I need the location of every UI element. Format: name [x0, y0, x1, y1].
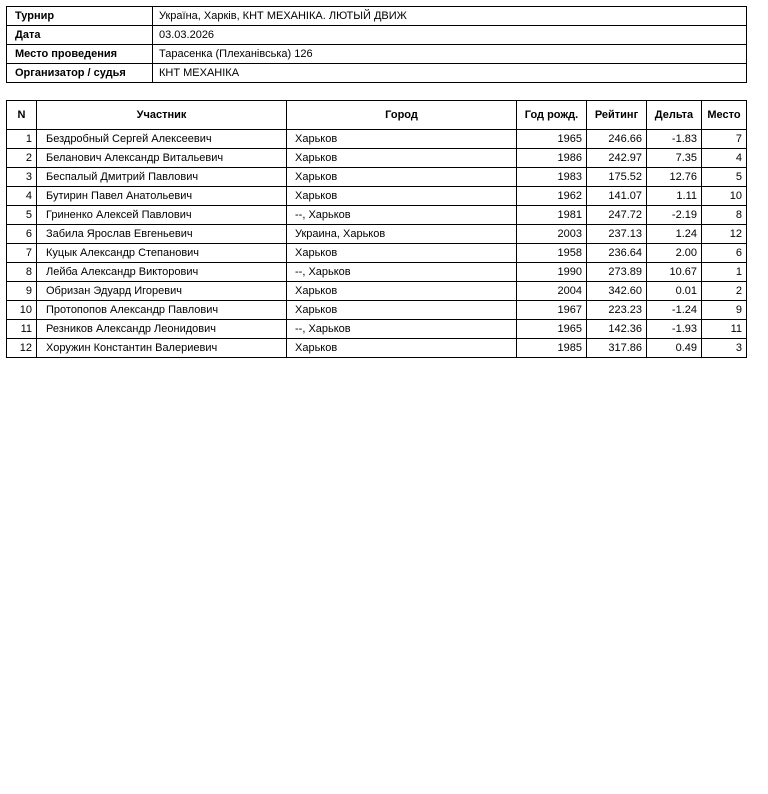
cell-year: 2003: [517, 225, 587, 244]
table-row: [7, 263, 747, 282]
table-row: [7, 282, 747, 301]
header-delta: Дельта: [647, 101, 702, 130]
cell-delta: 7.35: [647, 149, 702, 168]
cell-delta: 1.24: [647, 225, 702, 244]
cell-rating: 175.52: [587, 168, 647, 187]
cell-year: 1983: [517, 168, 587, 187]
header-n: N: [7, 101, 37, 130]
cell-delta: 0.49: [647, 339, 702, 358]
cell-rating: 247.72: [587, 206, 647, 225]
cell-city: --, Харьков: [287, 206, 517, 225]
table-row: [7, 339, 747, 358]
cell-delta: -1.83: [647, 130, 702, 149]
cell-city: Харьков: [287, 187, 517, 206]
cell-n: 11: [7, 320, 37, 339]
cell-delta: 0.01: [647, 282, 702, 301]
cell-rating: 342.60: [587, 282, 647, 301]
cell-name: Забила Ярослав Евгеньевич: [37, 225, 287, 244]
cell-delta: 10.67: [647, 263, 702, 282]
header-birth-year: Год рожд.: [517, 101, 587, 130]
table-row: [7, 187, 747, 206]
info-row-date: [7, 26, 747, 45]
cell-place: 6: [702, 244, 747, 263]
cell-name: Бутирин Павел Анатольевич: [37, 187, 287, 206]
cell-place: 1: [702, 263, 747, 282]
cell-year: 1965: [517, 320, 587, 339]
cell-place: 7: [702, 130, 747, 149]
cell-name: Протопопов Александр Павлович: [37, 301, 287, 320]
date-value: 03.03.2026: [153, 26, 747, 45]
cell-place: 8: [702, 206, 747, 225]
header-rating: Рейтинг: [587, 101, 647, 130]
cell-rating: 317.86: [587, 339, 647, 358]
cell-rating: 141.07: [587, 187, 647, 206]
cell-year: 1981: [517, 206, 587, 225]
cell-year: 1965: [517, 130, 587, 149]
cell-name: Обризан Эдуард Игоревич: [37, 282, 287, 301]
table-row: [7, 149, 747, 168]
cell-name: Беланович Александр Витальевич: [37, 149, 287, 168]
cell-year: 1958: [517, 244, 587, 263]
results-table: [6, 100, 747, 358]
cell-n: 8: [7, 263, 37, 282]
header-place: Место: [702, 101, 747, 130]
table-row: [7, 206, 747, 225]
cell-name: Гриненко Алексей Павлович: [37, 206, 287, 225]
table-row: [7, 168, 747, 187]
cell-n: 2: [7, 149, 37, 168]
cell-year: 1962: [517, 187, 587, 206]
venue-label: Место проведения: [7, 45, 153, 64]
cell-year: 1967: [517, 301, 587, 320]
venue-value: Тарасенка (Плеханівська) 126: [153, 45, 747, 64]
header-participant: Участник: [37, 101, 287, 130]
cell-rating: 246.66: [587, 130, 647, 149]
cell-n: 6: [7, 225, 37, 244]
cell-rating: 223.23: [587, 301, 647, 320]
cell-city: Харьков: [287, 149, 517, 168]
organizer-value: КНТ МЕХАНІКА: [153, 64, 747, 83]
header-city: Город: [287, 101, 517, 130]
cell-name: Резников Александр Леонидович: [37, 320, 287, 339]
cell-n: 5: [7, 206, 37, 225]
cell-place: 5: [702, 168, 747, 187]
cell-city: Харьков: [287, 282, 517, 301]
organizer-label: Организатор / судья: [7, 64, 153, 83]
cell-rating: 237.13: [587, 225, 647, 244]
cell-city: Харьков: [287, 244, 517, 263]
table-row: [7, 130, 747, 149]
cell-place: 3: [702, 339, 747, 358]
cell-delta: 1.11: [647, 187, 702, 206]
cell-place: 12: [702, 225, 747, 244]
cell-n: 10: [7, 301, 37, 320]
cell-city: Харьков: [287, 339, 517, 358]
cell-year: 1986: [517, 149, 587, 168]
cell-delta: -2.19: [647, 206, 702, 225]
cell-year: 1990: [517, 263, 587, 282]
cell-city: Харьков: [287, 168, 517, 187]
table-row: [7, 225, 747, 244]
cell-city: --, Харьков: [287, 263, 517, 282]
cell-rating: 142.36: [587, 320, 647, 339]
cell-city: Харьков: [287, 130, 517, 149]
cell-rating: 273.89: [587, 263, 647, 282]
table-row: [7, 244, 747, 263]
cell-rating: 236.64: [587, 244, 647, 263]
cell-place: 2: [702, 282, 747, 301]
cell-delta: 12.76: [647, 168, 702, 187]
info-row-tournament: [7, 7, 747, 26]
info-row-organizer: [7, 64, 747, 83]
info-row-venue: [7, 45, 747, 64]
cell-name: Бездробный Сергей Алексеевич: [37, 130, 287, 149]
cell-n: 7: [7, 244, 37, 263]
cell-delta: 2.00: [647, 244, 702, 263]
cell-n: 9: [7, 282, 37, 301]
cell-place: 10: [702, 187, 747, 206]
cell-delta: -1.93: [647, 320, 702, 339]
cell-n: 3: [7, 168, 37, 187]
tournament-value: Україна, Харків, КНТ МЕХАНІКА. ЛЮТЫЙ ДВИЖ: [153, 7, 747, 26]
cell-year: 2004: [517, 282, 587, 301]
cell-place: 9: [702, 301, 747, 320]
table-row: [7, 301, 747, 320]
cell-name: Куцык Александр Степанович: [37, 244, 287, 263]
cell-n: 12: [7, 339, 37, 358]
cell-n: 1: [7, 130, 37, 149]
cell-place: 4: [702, 149, 747, 168]
tournament-label: Турнир: [7, 7, 153, 26]
date-label: Дата: [7, 26, 153, 45]
cell-delta: -1.24: [647, 301, 702, 320]
cell-city: Украина, Харьков: [287, 225, 517, 244]
cell-n: 4: [7, 187, 37, 206]
table-row: [7, 320, 747, 339]
cell-name: Лейба Александр Викторович: [37, 263, 287, 282]
tournament-info-table: [6, 6, 747, 83]
cell-place: 11: [702, 320, 747, 339]
cell-rating: 242.97: [587, 149, 647, 168]
cell-year: 1985: [517, 339, 587, 358]
cell-city: Харьков: [287, 301, 517, 320]
cell-city: --, Харьков: [287, 320, 517, 339]
results-header-row: [7, 101, 747, 130]
cell-name: Беспалый Дмитрий Павлович: [37, 168, 287, 187]
cell-name: Хоружин Константин Валериевич: [37, 339, 287, 358]
